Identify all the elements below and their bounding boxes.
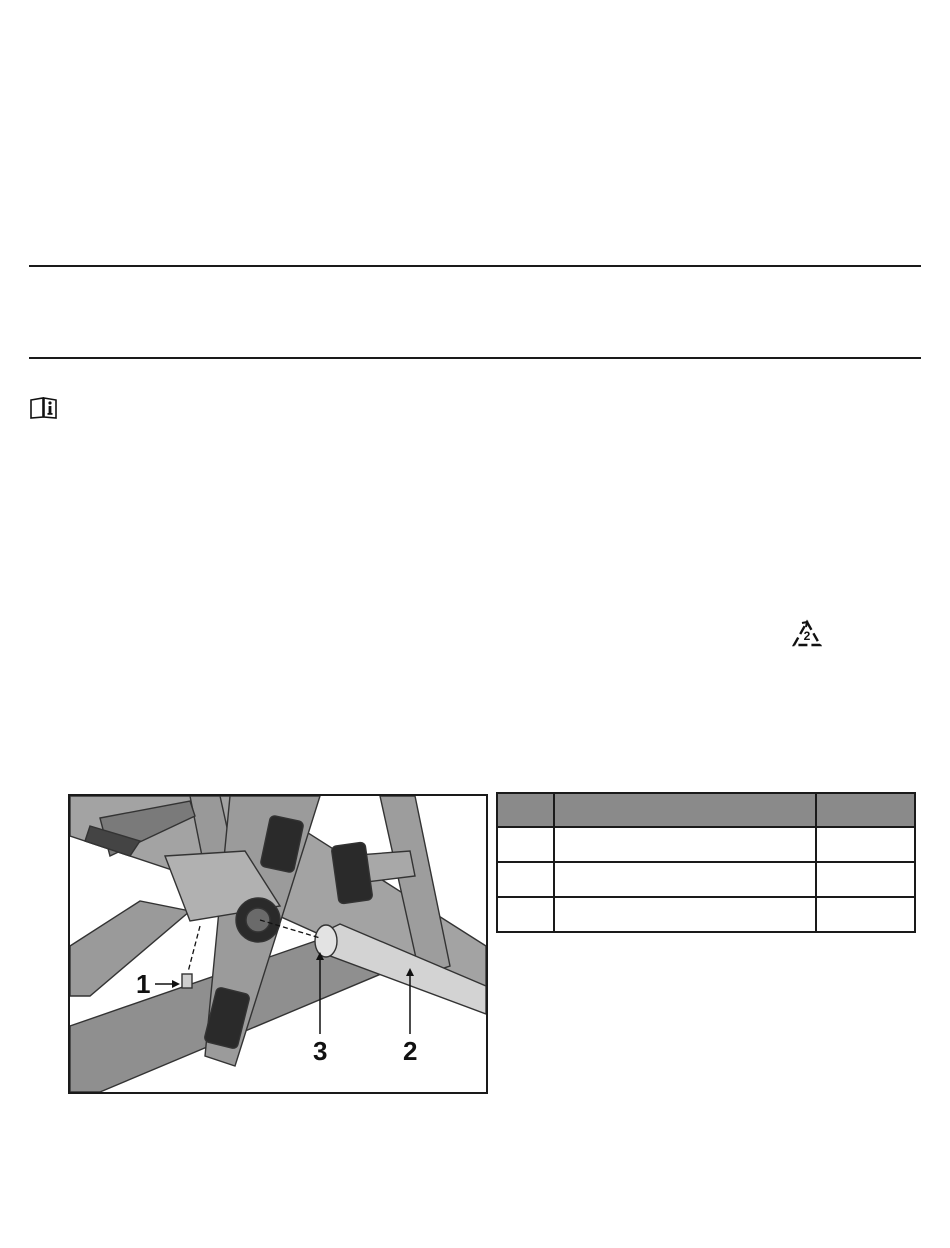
header-cell [816, 793, 915, 827]
table-cell [554, 862, 817, 897]
callout-2: 2 [403, 1036, 418, 1066]
pad-upper-right [331, 842, 373, 904]
assembly-figure [68, 794, 488, 1094]
table-row [497, 862, 915, 897]
header-cell [554, 793, 817, 827]
recycle-2-icon [790, 619, 824, 649]
table-cell [554, 897, 817, 932]
parts-table [496, 792, 916, 933]
table-header-row [497, 793, 915, 827]
table-cell [816, 862, 915, 897]
header-cell [497, 793, 554, 827]
callout-1: 1 [136, 969, 151, 999]
pivot-bolt [182, 974, 192, 988]
bottom-divider [29, 357, 921, 359]
table-cell [554, 827, 817, 862]
table-cell [497, 862, 554, 897]
top-divider [29, 265, 921, 267]
table-cell [816, 897, 915, 932]
table-cell [816, 827, 915, 862]
rail-end [315, 925, 337, 957]
table-cell [497, 827, 554, 862]
recycle-code: 2 [803, 629, 811, 643]
callout-3: 3 [313, 1036, 328, 1066]
table-row [497, 827, 915, 862]
table-row [497, 897, 915, 932]
table-cell [497, 897, 554, 932]
manual-info-icon [29, 396, 59, 420]
